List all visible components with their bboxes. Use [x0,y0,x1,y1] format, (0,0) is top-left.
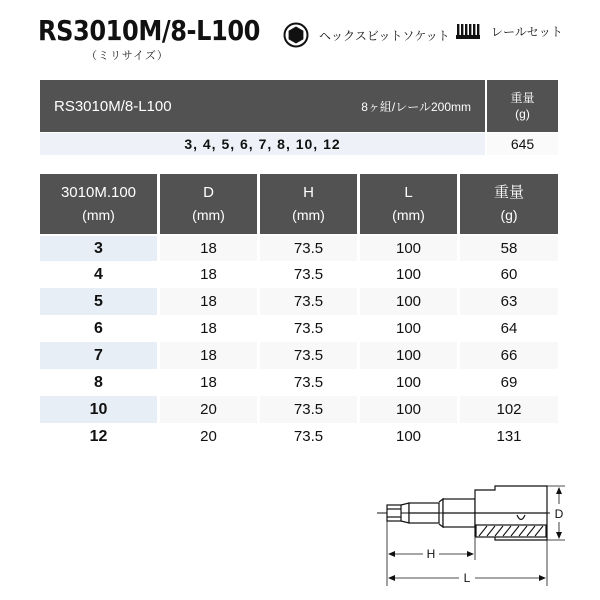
column-header-size [40,174,160,234]
weight-header-unit: (g) [515,107,530,121]
cell-weight: 66 [460,342,558,369]
rail-set-icon [455,22,481,40]
column-header-weight [460,174,558,234]
column-header-unit: (g) [500,207,518,223]
cell-h: 73.5 [260,423,360,450]
column-header-l [360,174,460,234]
set-sizes: 3, 4, 5, 6, 7, 8, 10, 12 [40,132,487,155]
legend-hex-socket-label: ヘックスビットソケット [319,28,450,43]
set-row [40,132,558,155]
column-header-unit: (mm) [82,207,115,223]
cell-l: 100 [360,288,460,315]
weight-header-label: 重量 [510,91,535,105]
column-header-unit: (mm) [392,207,425,223]
table-row [40,315,558,342]
table-row [40,423,558,450]
table-row [40,261,558,288]
set-config: 8ヶ組/レール200mm [361,100,471,114]
column-header-label: D [203,184,214,201]
cell-weight: 64 [500,320,518,337]
cell-d: 18 [160,288,260,315]
dimension-label-d: D [554,507,564,521]
cell-l: 100 [360,369,460,396]
column-header-unit: (mm) [192,207,225,223]
column-header-unit: (mm) [292,207,325,223]
cell-l: 100 [360,261,460,288]
cell-l: 100 [360,234,460,261]
cell-l: 100 [360,423,460,450]
cell-h: 73.5 [260,342,360,369]
set-weight-header [487,80,558,132]
cell-l: 100 [360,342,460,369]
dimension-label-h: H [426,547,436,561]
cell-weight: 63 [460,288,558,315]
cell-weight: 102 [460,396,558,423]
cell-h: 73.5 [260,234,360,261]
dimension-label-l: L [463,571,471,585]
cell-d: 18 [160,234,260,261]
cell-weight: 58 [460,234,558,261]
column-header-label: 3010M.100 [60,184,137,201]
cell-weight: 60 [500,266,518,283]
cell-size: 3 [40,234,160,261]
column-header-label: H [303,184,314,201]
legend-rail-set-label: レールセット [491,24,563,39]
cell-d: 20 [160,396,260,423]
cell-d: 18 [160,315,260,342]
cell-l: 100 [360,315,460,342]
cell-size: 6 [40,315,160,342]
cell-d: 18 [160,369,260,396]
cell-h: 73.5 [260,369,360,396]
socket-dimension-diagram [375,478,570,593]
hex-socket-icon [283,22,309,48]
cell-size: 12 [40,423,160,450]
cell-h: 73.5 [260,396,360,423]
cell-size: 4 [40,261,160,288]
table-row [40,342,558,369]
cell-h: 73.5 [260,315,360,342]
table-row [40,396,558,423]
cell-weight: 69 [500,374,518,391]
cell-h: 73.5 [260,261,360,288]
cell-l: 100 [360,396,460,423]
legend-hex-socket [283,22,450,48]
set-table [40,80,558,155]
cell-size: 8 [40,369,160,396]
cell-d: 20 [160,423,260,450]
cell-d: 18 [160,342,260,369]
cell-size: 7 [40,342,160,369]
cell-size: 10 [40,396,160,423]
table-row [40,234,558,261]
column-header-label: L [404,184,413,201]
set-table-header [40,80,487,132]
cell-size: 5 [40,288,160,315]
cell-weight: 131 [496,428,522,445]
legend-rail-set [455,22,563,40]
product-title: RS3010M/8-L100 [38,14,261,47]
set-model: RS3010M/8-L100 [54,97,172,115]
set-weight: 645 [487,132,558,155]
spec-table [40,174,558,450]
cell-h: 73.5 [260,288,360,315]
table-row [40,369,558,396]
product-subtitle: （ミリサイズ） [86,50,169,62]
table-row [40,288,558,315]
column-header-label: 重量 [493,184,524,201]
column-header-d [160,174,260,234]
cell-d: 18 [160,261,260,288]
column-header-h [260,174,360,234]
